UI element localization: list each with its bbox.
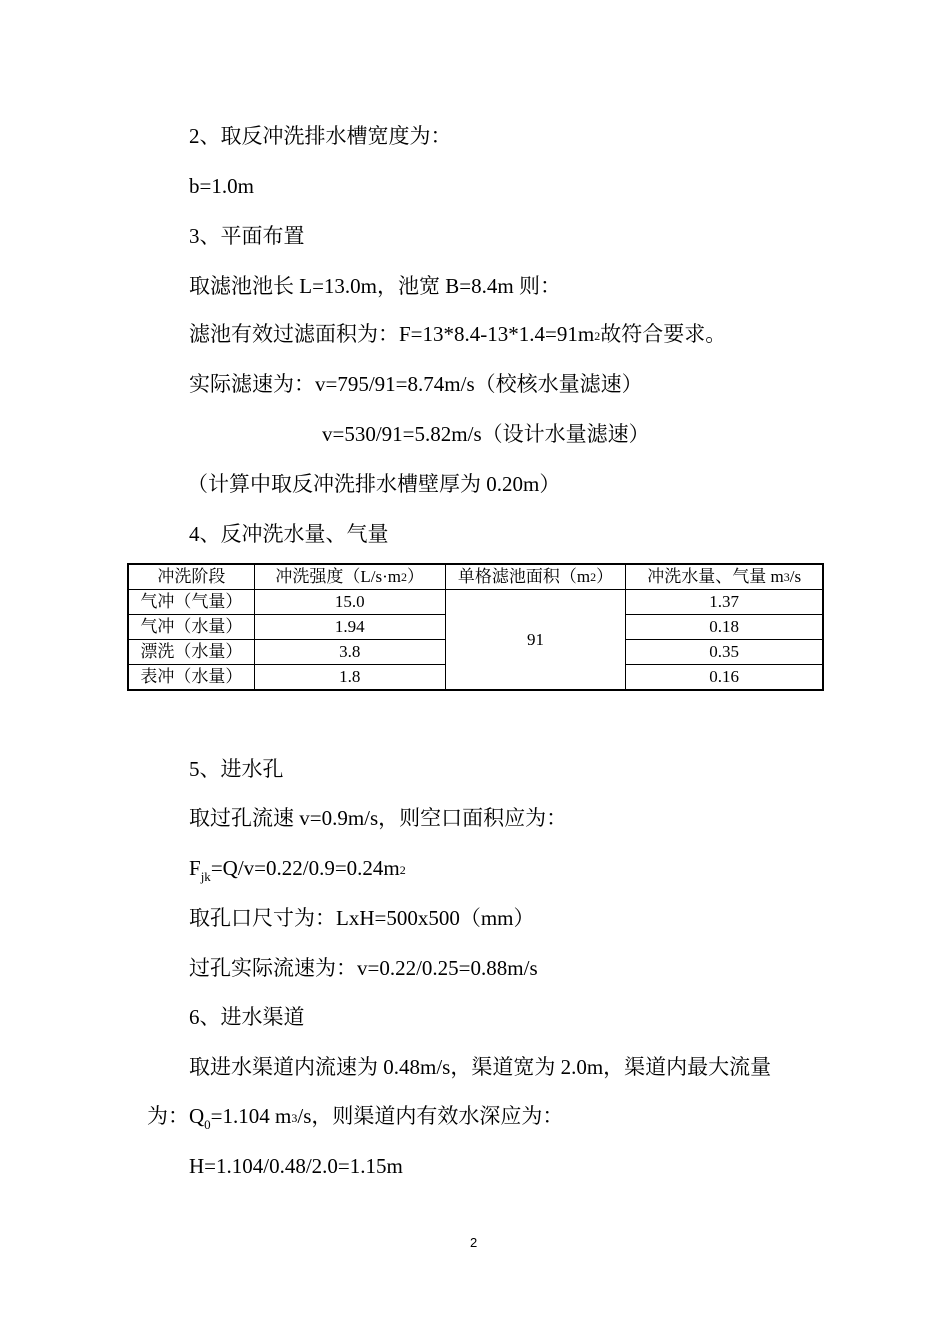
water-depth-formula: H=1.104/0.48/2.0=1.15m xyxy=(189,1154,403,1178)
actual-rate-check-text: 实际滤速为：v=795/91=8.74m/s（校核水量滤速） xyxy=(189,372,643,396)
superscript: 2 xyxy=(399,863,406,877)
section-3-heading: 3、平面布置 xyxy=(189,224,305,248)
header-text: 冲洗水量、气量 m xyxy=(647,566,784,586)
cell-volume: 1.37 xyxy=(626,590,823,615)
formula-b: b=1.0m xyxy=(189,174,254,198)
header-volume xyxy=(626,564,823,590)
orifice-velocity-text: 过孔实际流速为：v=0.22/0.25=0.88m/s xyxy=(189,956,538,980)
effective-area-conclusion: 故符合要求。 xyxy=(600,322,727,346)
superscript: 3 xyxy=(291,1111,298,1125)
channel-text: =1.104 m xyxy=(210,1104,292,1128)
cell-stage: 表冲（水量） xyxy=(128,665,254,691)
superscript: 2 xyxy=(590,569,597,584)
section-6-heading: 6、进水渠道 xyxy=(189,1005,305,1029)
formula-text: =Q/v=0.22/0.9=0.24m xyxy=(210,856,400,880)
cell-volume: 0.35 xyxy=(626,640,823,665)
header-intensity xyxy=(254,564,445,590)
orifice-size-text: 取孔口尺寸为：LxH=500x500（mm） xyxy=(189,906,535,930)
channel-text-1: 取进水渠道内流速为 0.48m/s，渠道宽为 2.0m，渠道内最大流量 xyxy=(189,1055,772,1079)
cell-intensity: 1.94 xyxy=(254,615,445,640)
backwash-table xyxy=(127,563,824,691)
formula-text: F xyxy=(189,856,201,880)
superscript: 2 xyxy=(594,329,601,343)
cell-stage: 气冲（气量） xyxy=(128,590,254,615)
cell-stage: 漂洗（水量） xyxy=(128,640,254,665)
header-area xyxy=(445,564,626,590)
header-text: ） xyxy=(407,566,424,586)
superscript: 2 xyxy=(401,569,407,584)
cell-area: 91 xyxy=(445,590,626,691)
table-header-row xyxy=(128,564,823,590)
header-text: 单格滤池面积（m xyxy=(457,566,591,586)
filter-dimensions-text: 取滤池池长 L=13.0m，池宽 B=8.4m 则： xyxy=(189,274,561,298)
inlet-velocity-text: 取过孔流速 v=0.9m/s，则空口面积应为： xyxy=(189,806,568,830)
subscript: 0 xyxy=(204,1117,211,1132)
header-stage: 冲洗阶段 xyxy=(128,564,254,590)
cell-volume: 0.16 xyxy=(626,665,823,691)
channel-text: 为：Q xyxy=(147,1104,205,1128)
channel-text: /s，则渠道内有效水深应为： xyxy=(297,1104,564,1128)
header-text: /s xyxy=(789,566,802,586)
wall-thickness-note: （计算中取反冲洗排水槽壁厚为 0.20m） xyxy=(187,472,561,496)
cell-stage: 气冲（水量） xyxy=(128,615,254,640)
cell-intensity: 1.8 xyxy=(254,665,445,691)
cell-intensity: 15.0 xyxy=(254,590,445,615)
cell-intensity: 3.8 xyxy=(254,640,445,665)
header-text: 冲洗强度（L/s·m xyxy=(275,566,401,586)
superscript: 3 xyxy=(783,569,790,584)
effective-area-formula: 滤池有效过滤面积为：F=13*8.4-13*1.4=91m xyxy=(189,322,595,346)
page-number: 2 xyxy=(470,1235,478,1250)
inlet-area-formula xyxy=(189,856,406,883)
cell-volume: 0.18 xyxy=(626,615,823,640)
section-4-heading: 4、反冲洗水量、气量 xyxy=(189,522,389,546)
section-5-heading: 5、进水孔 xyxy=(189,757,284,781)
subscript: jk xyxy=(200,869,211,884)
channel-text-2 xyxy=(147,1104,563,1131)
effective-area-text xyxy=(189,322,726,349)
section-2-text: 2、取反冲洗排水槽宽度为： xyxy=(189,124,452,148)
table-row xyxy=(128,590,823,615)
actual-rate-design-text: v=530/91=5.82m/s（设计水量滤速） xyxy=(322,422,650,446)
header-text: ） xyxy=(596,566,614,586)
